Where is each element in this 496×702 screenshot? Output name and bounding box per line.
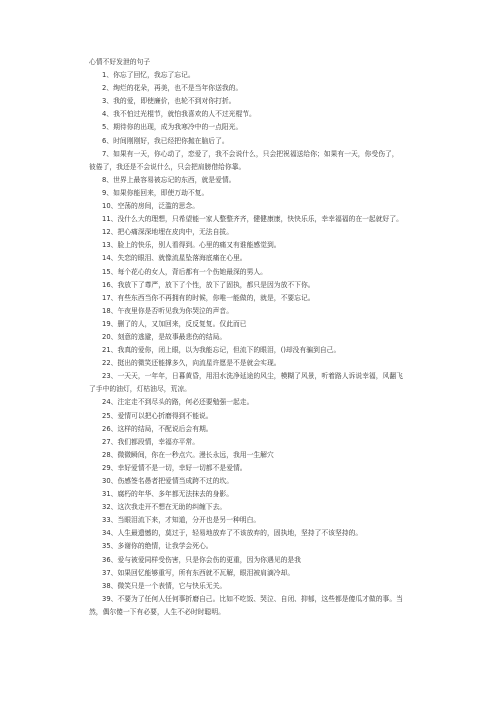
item-text: 失恋的眼泪、就像流星坠落海底痛在心里。: [117, 254, 247, 263]
item-text: 注定走不到尽头的路，何必还要勉强一起走。: [117, 398, 254, 407]
item-number: 29、: [102, 463, 118, 472]
item-number: 36、: [102, 555, 118, 564]
item-text: 我真的爱你，闭上眼，以为我能忘记，但流下的眼泪，()却没有骗到自己。: [117, 346, 341, 355]
list-item: [89, 396, 404, 409]
item-number: 15、: [102, 267, 118, 276]
item-number: 33、: [102, 516, 118, 525]
item-text: 我们都段情，幸福亦平常。: [117, 437, 200, 446]
list-item: [89, 540, 404, 553]
item-number: 11、: [102, 215, 118, 224]
list-item: [89, 174, 404, 187]
list-item: [89, 187, 404, 200]
list-item: [89, 436, 404, 449]
item-number: 9、: [102, 188, 114, 197]
item-number: 26、: [102, 424, 118, 433]
item-text: 人生最遗憾的，莫过于，轻易地放弃了不该放弃的，固执地，坚持了不该坚持的。: [117, 529, 363, 538]
item-text: 绚烂的花朵，再美，也不是当年你送我的。: [113, 84, 243, 93]
item-text: 多谢你的绝情，让我学会死心。: [117, 542, 213, 551]
item-text: 不要为了任何人任何事折磨自己。比如不吃饭、哭泣、自闭、抑郁，这些都是傻瓜才做的事。当然，偶尔傻一下有必要，人生不必时时聪明。: [89, 594, 403, 616]
list-item: [89, 501, 404, 514]
item-text: 这样的结局，不配说后会有期。: [117, 424, 213, 433]
list-item: [89, 82, 404, 95]
list-item: [89, 213, 404, 226]
list-item: [89, 135, 404, 148]
item-text: 有些东西当你不再拥有的时候，你唯一能做的，就是，不要忘记。: [117, 293, 315, 302]
item-number: 28、: [102, 450, 118, 459]
item-text: 如果有一天，你心动了，恋爱了，我不会说什么，只会把祝福送给你；如果有一天，你受伤了，彼倦了，我还是不会说什么，只会把肩膀借给你靠。: [89, 149, 399, 171]
item-text: 我的爱，即使廉价，也轮不到对你打折。: [113, 97, 236, 106]
list-item: [89, 567, 404, 580]
item-number: 10、: [102, 202, 118, 211]
item-text: 这次我走开不想在无助的纠缠下去。: [117, 503, 227, 512]
list-item: [89, 462, 404, 475]
item-number: 16、: [102, 280, 118, 289]
item-number: 25、: [102, 411, 118, 420]
list-item: [89, 252, 404, 265]
item-text: 把心痛深深地埋在皮肉中，无法自拔。: [117, 228, 233, 237]
list-item: [89, 344, 404, 357]
item-text: 脸上的快乐，别人看得到。心里的痛又有谁能感觉到。: [117, 241, 281, 250]
item-text: 幸好爱情不是一切，幸好一切都不是爱情。: [117, 463, 247, 472]
item-text: 腐朽的年华、多年都无法抹去的身影。: [117, 490, 233, 499]
item-text: 当眼泪流下来，才知道，分开也是另一种明白。: [117, 516, 261, 525]
list-item: [89, 357, 404, 370]
document-title: 心情不好发泄的句子: [89, 58, 151, 66]
item-number: 6、: [102, 136, 114, 145]
item-text: 时间刚刚好，我已经把你抛在脑后了。: [113, 136, 229, 145]
list-item: [89, 108, 404, 121]
item-number: 5、: [102, 123, 114, 132]
list-item: [89, 527, 404, 540]
item-number: 12、: [102, 228, 118, 237]
item-number: 32、: [102, 503, 118, 512]
list-item: [89, 449, 404, 462]
item-number: 1、: [102, 71, 114, 80]
item-text: 删了的人，又加回来，反反复复。仅此而已: [117, 319, 247, 328]
list-item: [89, 331, 404, 344]
item-number: 24、: [102, 398, 118, 407]
item-number: 8、: [102, 175, 114, 184]
item-number: 27、: [102, 437, 118, 446]
list-item: [89, 554, 404, 567]
list-item: [89, 593, 404, 619]
item-number: 34、: [102, 529, 118, 538]
item-text: 没什么大的理想，只希望能一家人整整齐齐，健健康康，快快乐乐，幸幸福福的在一起就好了。: [117, 215, 403, 224]
item-number: 37、: [102, 568, 118, 577]
list-item: [89, 279, 404, 292]
item-text: 空荡的房间，泛滥的思念。: [117, 202, 200, 211]
list-item: [89, 305, 404, 318]
item-text: 刻意的逃避，是故事最悲伤的结局。: [117, 332, 227, 341]
list-item: [89, 95, 404, 108]
list-item: [89, 410, 404, 423]
item-number: 35、: [102, 542, 118, 551]
item-text: 你忘了回忆，我忘了忘记。: [113, 71, 195, 80]
item-number: 22、: [102, 359, 118, 368]
sentence-list: [89, 69, 404, 619]
item-number: 38、: [102, 581, 118, 590]
document-page: [89, 56, 404, 619]
item-number: 31、: [102, 490, 118, 499]
item-number: 39、: [102, 594, 118, 603]
list-item: [89, 423, 404, 436]
list-item: [89, 69, 404, 82]
item-text: 世界上最容易被忘记的东西，就是爱情。: [113, 175, 236, 184]
item-text: 挺出的微笑还能撑多久，向流星许愿是不是就会实现。: [117, 359, 281, 368]
item-text: 每个花心的女人，背后都有一个伤她最深的男人。: [117, 267, 267, 276]
item-text: 一天天，一年年，日暮黄昏，用泪水洗净延途的风尘，模糊了风景，听着路人诉说幸福，风翻飞了手中的油灯，灯枯油尽，荒凉。: [89, 372, 403, 394]
item-number: 7、: [102, 149, 114, 158]
list-item: [89, 475, 404, 488]
item-number: 14、: [102, 254, 118, 263]
item-text: 微笑只是一个表情，它与快乐无关。: [117, 581, 227, 590]
list-item: [89, 318, 404, 331]
item-number: 23、: [102, 372, 118, 381]
list-item: [89, 488, 404, 501]
list-item: [89, 370, 404, 396]
item-text: 期待你的出现，成为我寒冷中的一点阳光。: [113, 123, 243, 132]
item-text: 爱与被爱同样受伤害，只是你会伤的更重，因为你遇见的是我: [117, 555, 301, 564]
item-number: 19、: [102, 319, 118, 328]
item-text: 午夜里你是否听见我为你哭泣的声音。: [117, 306, 233, 315]
item-text: 爱情可以把心折磨得到不能说。: [117, 411, 213, 420]
list-item: [89, 226, 404, 239]
item-text: 微微瞬间，你在一秒点穴。漫长永远，我用一生解穴: [117, 450, 274, 459]
item-number: 30、: [102, 477, 118, 485]
item-text: 我放下了尊严，放下了个性，放下了固执，都只是因为放不下你。: [117, 280, 315, 289]
list-item: [89, 200, 404, 213]
item-number: 17、: [102, 293, 118, 302]
item-number: 20、: [102, 332, 118, 341]
list-item: [89, 148, 404, 174]
item-text: 我不怕过光棍节，就怕我喜欢的人不过光棍节。: [113, 110, 256, 119]
list-item: [89, 266, 404, 279]
item-number: 4、: [102, 110, 114, 119]
list-item: [89, 239, 404, 252]
list-item: [89, 292, 404, 305]
item-number: 18、: [102, 306, 118, 315]
item-number: 21、: [102, 346, 118, 355]
item-number: 2、: [102, 84, 114, 93]
item-text: 如果回忆能够重写，所有东西就不瓦解，眼泪被肩滴冷却。: [117, 568, 295, 577]
list-item: [89, 121, 404, 134]
item-number: 13、: [102, 241, 118, 250]
list-item: [89, 514, 404, 527]
item-text: 伤感签名愚者把爱情当成跨不过的坎。: [117, 477, 233, 485]
item-number: 3、: [102, 97, 114, 106]
item-text: 如果你能回来，即使万劫不复。: [113, 188, 209, 197]
list-item: [89, 580, 404, 593]
